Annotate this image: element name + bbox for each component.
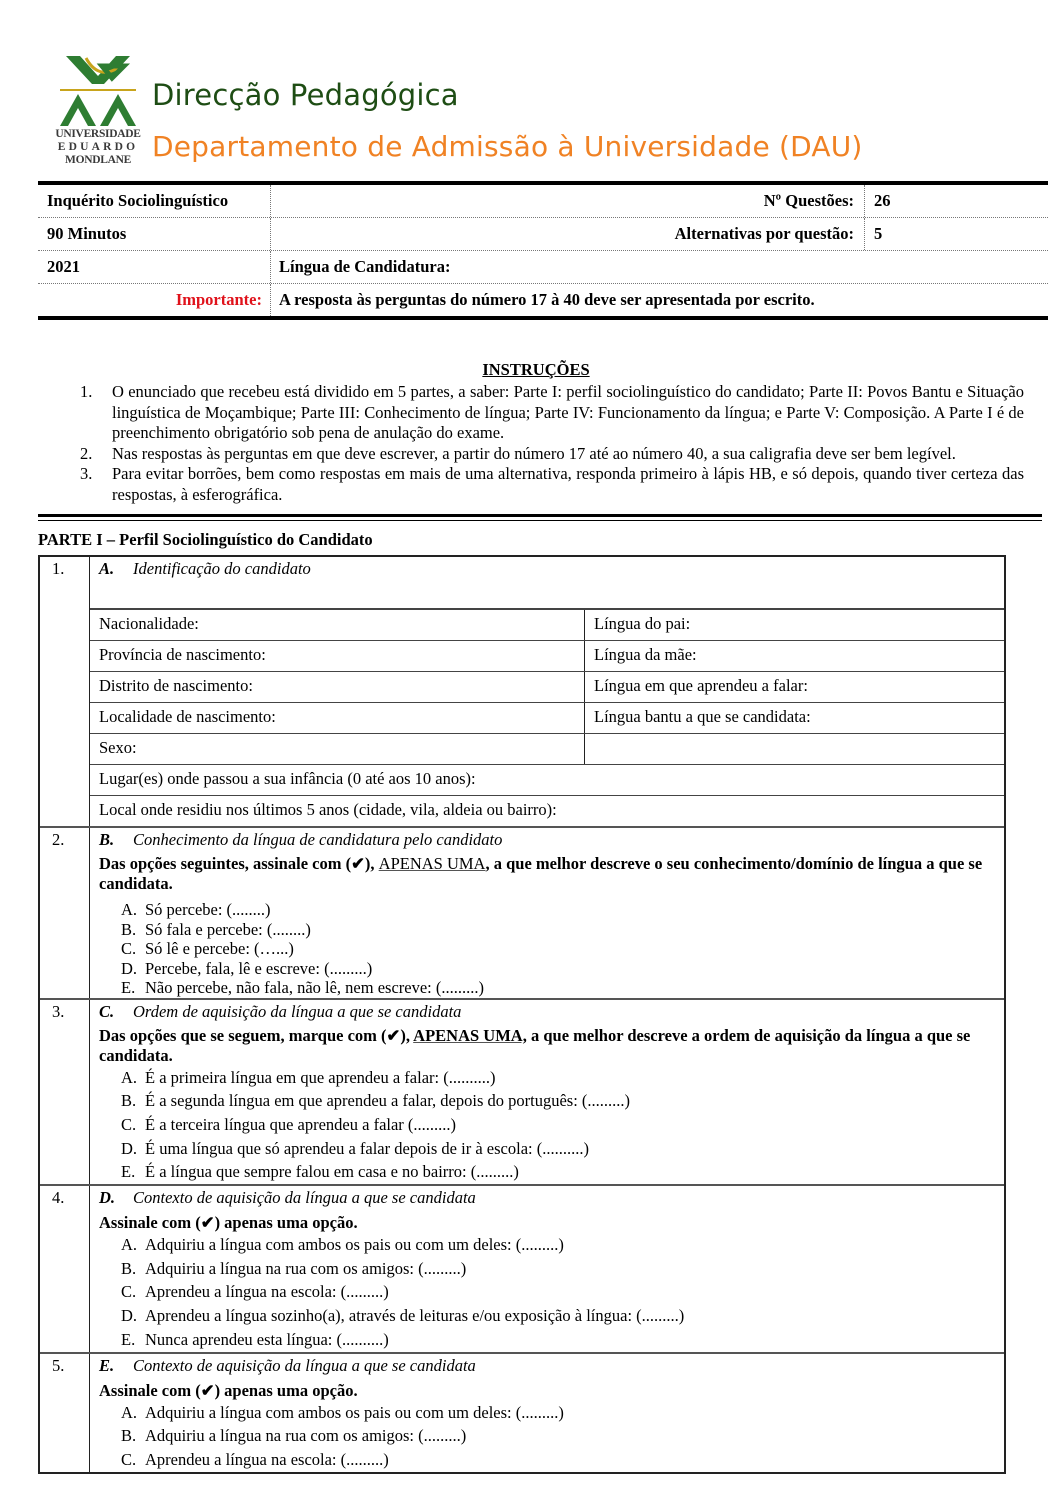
question-instruction: Assinale com (✔) apenas uma opção.	[99, 1380, 358, 1400]
sex-field[interactable]: Sexo:	[90, 734, 585, 764]
questions-value: 26	[874, 191, 891, 210]
question-number: 5.	[40, 1354, 90, 1472]
section-divider	[38, 514, 1042, 520]
options-list	[90, 1233, 1004, 1352]
question-instruction: Assinale com (✔) apenas uma opção.	[99, 1213, 358, 1233]
instruction-item: 2. Nas respostas às perguntas em que deve escrever, a partir do número 17 até ao número 40, a sua caligrafia deve ser bem legível.	[80, 443, 956, 463]
letterhead	[48, 48, 948, 173]
option-item[interactable]: A. Adquiriu a língua com ambos os pais ou com um deles: (.........)	[121, 1402, 564, 1422]
childhood-places-field[interactable]: Lugar(es) onde passou a sua infância (0 até aos 10 anos):	[99, 769, 476, 788]
options-list	[90, 894, 1004, 998]
option-item[interactable]: E. Nunca aprendeu esta língua: (..........)	[121, 1329, 389, 1349]
question-number: 1.	[40, 557, 90, 826]
instructions-list	[78, 382, 1024, 505]
question-number: 2.	[40, 828, 90, 998]
option-item[interactable]: C. É a terceira língua que aprendeu a falar (.........)	[121, 1114, 457, 1134]
nationality-field[interactable]: Nacionalidade:	[90, 610, 585, 640]
option-item[interactable]: C. Aprendeu a língua na escola: (.........)	[121, 1449, 389, 1469]
info-row	[38, 185, 1048, 218]
first-spoken-language-field[interactable]: Língua em que aprendeu a falar:	[594, 676, 808, 695]
question-heading: A. Identificação do candidato	[90, 557, 1004, 610]
question-number: 3.	[40, 1000, 90, 1185]
logo-wordmark	[52, 128, 144, 167]
option-item[interactable]: D. Percebe, fala, lê e escreve: (.........)	[121, 958, 373, 978]
questions-label: Nº Questões:	[271, 185, 865, 217]
instructions-title: INSTRUÇÕES	[482, 360, 590, 379]
option-item[interactable]: D. Aprendeu a língua sozinho(a), através de leituras e/ou exposição à língua: (.........)	[121, 1306, 685, 1326]
birth-locality-field[interactable]: Localidade de nascimento:	[90, 703, 585, 733]
info-row	[38, 218, 1048, 251]
option-item[interactable]: E. É a língua que sempre falou em casa e no bairro: (.........)	[121, 1162, 519, 1182]
option-item[interactable]: A. Só percebe: (........)	[121, 900, 271, 919]
instruction-item: 1. O enunciado que recebeu está dividido em 5 partes, a saber: Parte I: perfil sociolinguístico do candidato; Parte II: Povos Bantu e Situação linguística de Moçambique; Parte III: Conhecimento de língua; Parte IV: Funcionamento da língua; e Parte V: Composição. A Parte I é de preenchimento obrigatório sob pena de anulação do exame.	[80, 382, 1024, 442]
exam-year: 2021	[38, 251, 271, 283]
options-list	[90, 1401, 1004, 1472]
important-note: A resposta às perguntas do número 17 à 40 deve ser apresentada por escrito.	[279, 290, 815, 309]
option-item[interactable]: C. Só lê e percebe: (…...)	[121, 939, 294, 958]
question-heading: C. Ordem de aquisição da língua a que se candidata	[99, 1001, 462, 1021]
recent-residence-field[interactable]: Local onde residiu nos últimos 5 anos (cidade, vila, aldeia ou bairro):	[99, 800, 557, 819]
exam-duration: 90 Minutos	[38, 218, 271, 250]
alternatives-value: 5	[874, 224, 883, 243]
option-item[interactable]: B. É a segunda língua em que aprendeu a falar, depois do português: (.........)	[121, 1091, 631, 1111]
options-list	[90, 1066, 1004, 1185]
question-heading: E. Contexto de aquisição da língua a que se candidata	[99, 1355, 476, 1375]
directorate-title: Direcção Pedagógica	[152, 78, 459, 112]
part-title: PARTE I – Perfil Sociolinguístico do Candidato	[38, 530, 373, 549]
question-5	[40, 1354, 1004, 1472]
option-item[interactable]: B. Adquiriu a língua na rua com os amigos: (.........)	[121, 1258, 467, 1278]
question-2	[40, 828, 1004, 1000]
birth-province-field[interactable]: Província de nascimento:	[90, 641, 585, 671]
question-4	[40, 1186, 1004, 1354]
instruction-item: 3. Para evitar borrões, bem como respostas em mais de uma alternativa, responda primeiro à lápis HB, e só depois, quando tiver certeza das respostas, à esferográfica.	[80, 464, 1024, 504]
exam-info-table	[38, 181, 1048, 320]
option-item[interactable]: D. É uma língua que só aprendeu a falar depois de ir à escola: (..........)	[121, 1138, 589, 1158]
candidate-profile-form	[38, 555, 1006, 1474]
logo-line-1: UNIVERSIDADE	[55, 128, 141, 140]
department-title: Departamento de Admissão à Universidade (DAU)	[152, 130, 863, 163]
info-row	[38, 251, 1048, 284]
option-item[interactable]: B. Só fala e percebe: (........)	[121, 919, 311, 939]
option-item[interactable]: C. Aprendeu a língua na escola: (.........)	[121, 1282, 389, 1302]
candidacy-language-field[interactable]: Língua de Candidatura:	[279, 257, 451, 276]
empty-cell	[585, 734, 1004, 764]
university-logo	[52, 48, 144, 170]
important-label: Importante:	[38, 284, 271, 316]
question-heading: D. Contexto de aquisição da língua a que se candidata	[99, 1188, 476, 1208]
question-heading: B. Conhecimento da língua de candidatura pelo candidato	[99, 830, 503, 849]
info-row	[38, 284, 1048, 316]
alternatives-label: Alternativas por questão:	[271, 218, 865, 250]
mother-language-field[interactable]: Língua da mãe:	[594, 645, 697, 664]
question-instruction: Das opções seguintes, assinale com (✔), APENAS UMA, a que melhor descreve o seu conhecimento/domínio de língua a que se candidata.	[99, 854, 983, 893]
uem-emblem-icon	[58, 50, 138, 128]
logo-line-2: EDUARDO	[57, 141, 139, 153]
birth-district-field[interactable]: Distrito de nascimento:	[90, 672, 585, 702]
exam-subject: Inquérito Sociolinguístico	[38, 185, 271, 217]
father-language-field[interactable]: Língua do pai:	[594, 614, 691, 633]
option-item[interactable]: A. Adquiriu a língua com ambos os pais ou com um deles: (.........)	[121, 1235, 564, 1255]
option-item[interactable]: E. Não percebe, não fala, não lê, nem escreve: (.........)	[121, 978, 484, 997]
bantu-language-field[interactable]: Língua bantu a que se candidata:	[594, 707, 811, 726]
question-3	[40, 1000, 1004, 1187]
question-1	[40, 557, 1004, 828]
option-item[interactable]: B. Adquiriu a língua na rua com os amigos: (.........)	[121, 1426, 467, 1446]
question-instruction: Das opções que se seguem, marque com (✔), APENAS UMA, a que melhor descreve a ordem de aquisição da língua a que se candidata.	[99, 1025, 971, 1065]
logo-line-3: MONDLANE	[65, 154, 131, 166]
question-number: 4.	[40, 1186, 90, 1352]
option-item[interactable]: A. É a primeira língua em que aprendeu a falar: (..........)	[121, 1067, 496, 1087]
